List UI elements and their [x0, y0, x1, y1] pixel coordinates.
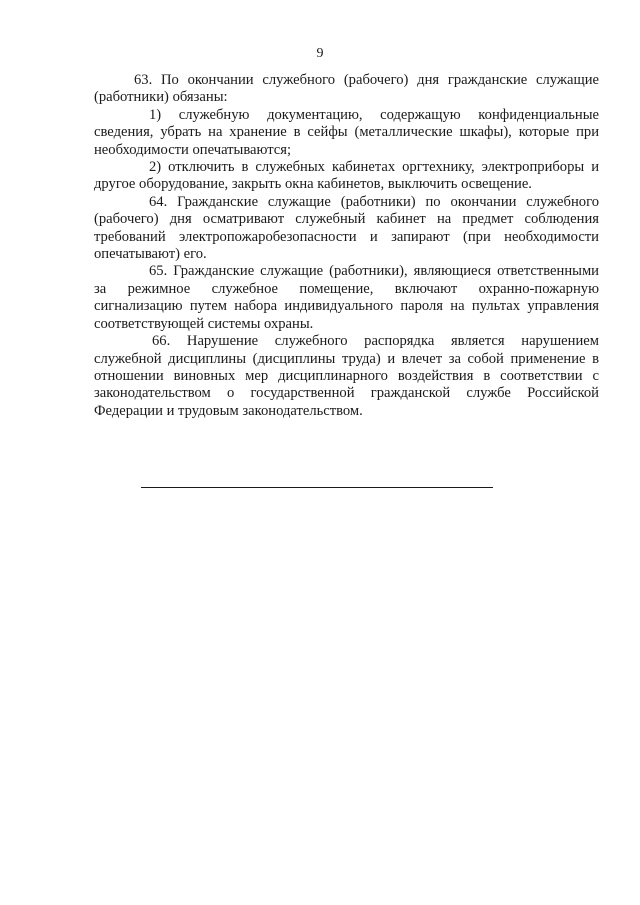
paragraph-63-item-2: 2) отключить в служебных кабинетах оргтехнику, электроприборы и другое оборудование, закрыть окна кабинетов, выключить освещение.	[94, 159, 599, 193]
paragraph-63-item-1: 1) служебную документацию, содержащую конфиденциальные сведения, убрать на хранение в сейфы (металлические шкафы), которые при необходимости опечатываются;	[94, 106, 599, 158]
page-number: 9	[316, 46, 324, 61]
closing-rule-divider	[141, 487, 493, 488]
paragraph-65: 65. Гражданские служащие (работники), являющиеся ответственными за режимное служебное помещение, включают охранно-пожарную сигнализацию путем набора индивидуального пароля на пультах управления соответствующей системы охраны.	[94, 263, 599, 332]
paragraph-64: 64. Гражданские служащие (работники) по окончании служебного (рабочего) дня осматривают служебный кабинет на предмет соблюдения требований электропожаробезопасности и запирают (при необходимости опечатывают) его.	[94, 193, 599, 263]
document-body	[94, 72, 599, 420]
paragraph-63: 63. По окончании служебного (рабочего) дня гражданские служащие (работники) обязаны:	[94, 72, 599, 106]
paragraph-66: 66. Нарушение служебного распорядка является нарушением служебной дисциплины (дисциплины труда) и влечет за собой применение в отношении виновных мер дисциплинарного воздействия в соответствии с законодательством о государственной гражданской службе Российской Федерации и трудовым законодательством.	[94, 333, 599, 419]
